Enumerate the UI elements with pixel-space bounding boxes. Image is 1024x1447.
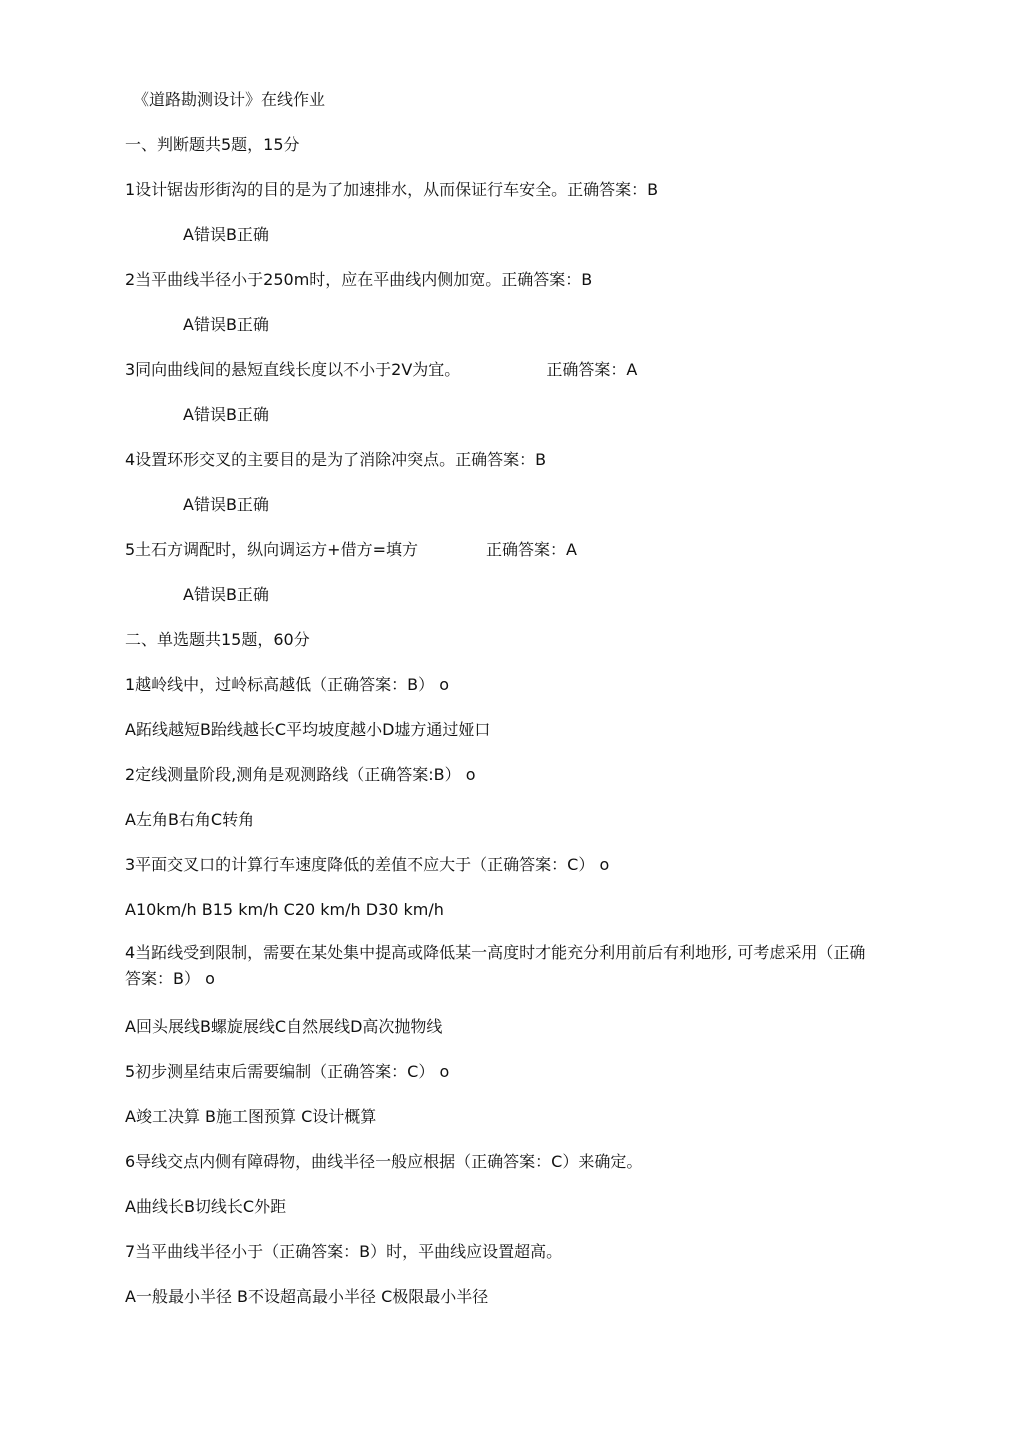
sc-question-1: 1越岭线中，过岭标高越低（正确答案：B） o [125,675,450,694]
tf-question-5-answer: 正确答案：A [486,540,577,559]
sc-question-2: 2定线测量阶段,测角是观测路线（正确答案:B） o [125,765,476,784]
tf-options-4: A错误B正确 [183,495,269,514]
tf-options-2: A错误B正确 [183,315,269,334]
section-heading-single-choice: 二、单选题共15题，60分 [125,630,310,649]
section-heading-true-false: 一、判断题共5题，15分 [125,135,300,154]
tf-options-5: A错误B正确 [183,585,269,604]
sc-question-4: 4当跖线受到限制，需要在某处集中提高或降低某一高度时才能充分利用前后有利地形, 可考虑采用（正确答案：B） o [125,943,866,988]
tf-question-5-stem: 5土石方调配时，纵向调运方+借方=填方 [125,540,418,559]
sc-options-5: A竣工决算 B施工图预算 C设计概算 [125,1107,377,1126]
tf-question-2: 2当平曲线半径小于250m时，应在平曲线内侧加宽。正确答案：B [125,270,593,289]
tf-question-4: 4设置环形交叉的主要目的是为了消除冲突点。正确答案：B [125,450,547,469]
tf-question-3-answer: 正确答案：A [546,360,638,379]
sc-options-6: A曲线长B切线长C外距 [125,1197,287,1216]
sc-options-3: A10km/h B15 km/h C20 km/h D30 km/h [125,900,444,919]
sc-options-7: A一般最小半径 B不设超高最小半径 C极限最小半径 [125,1287,489,1306]
sc-question-3: 3平面交叉口的计算行车速度降低的差值不应大于（正确答案：C） o [125,855,610,874]
sc-options-1: A跖线越短B跆线越长C平均坡度越小D墟方通过娅口 [125,720,491,739]
tf-options-3: A错误B正确 [183,405,269,424]
tf-question-3 [125,359,637,381]
tf-options-1: A错误B正确 [183,225,269,244]
sc-options-2: A左角B右角C转角 [125,810,255,829]
sc-options-4: A回头展线B螺旋展线C自然展线D高次抛物线 [125,1017,443,1036]
tf-question-1: 1设计锯齿形街沟的目的是为了加速排水，从而保证行车安全。正确答案：B [125,180,659,199]
sc-question-6: 6导线交点内侧有障碍物，曲线半径一般应根据（正确答案：C）来确定。 [125,1152,643,1171]
document-title: 《道路勘测设计》在线作业 [133,90,326,109]
sc-question-5: 5初步测星结束后需要编制（正确答案：C） o [125,1062,450,1081]
tf-question-5 [125,539,577,561]
sc-question-7: 7当平曲线半径小于（正确答案：B）时，平曲线应设置超高。 [125,1242,563,1261]
tf-question-3-stem: 3同向曲线间的悬短直线长度以不小于2V为宜。 [125,360,461,379]
